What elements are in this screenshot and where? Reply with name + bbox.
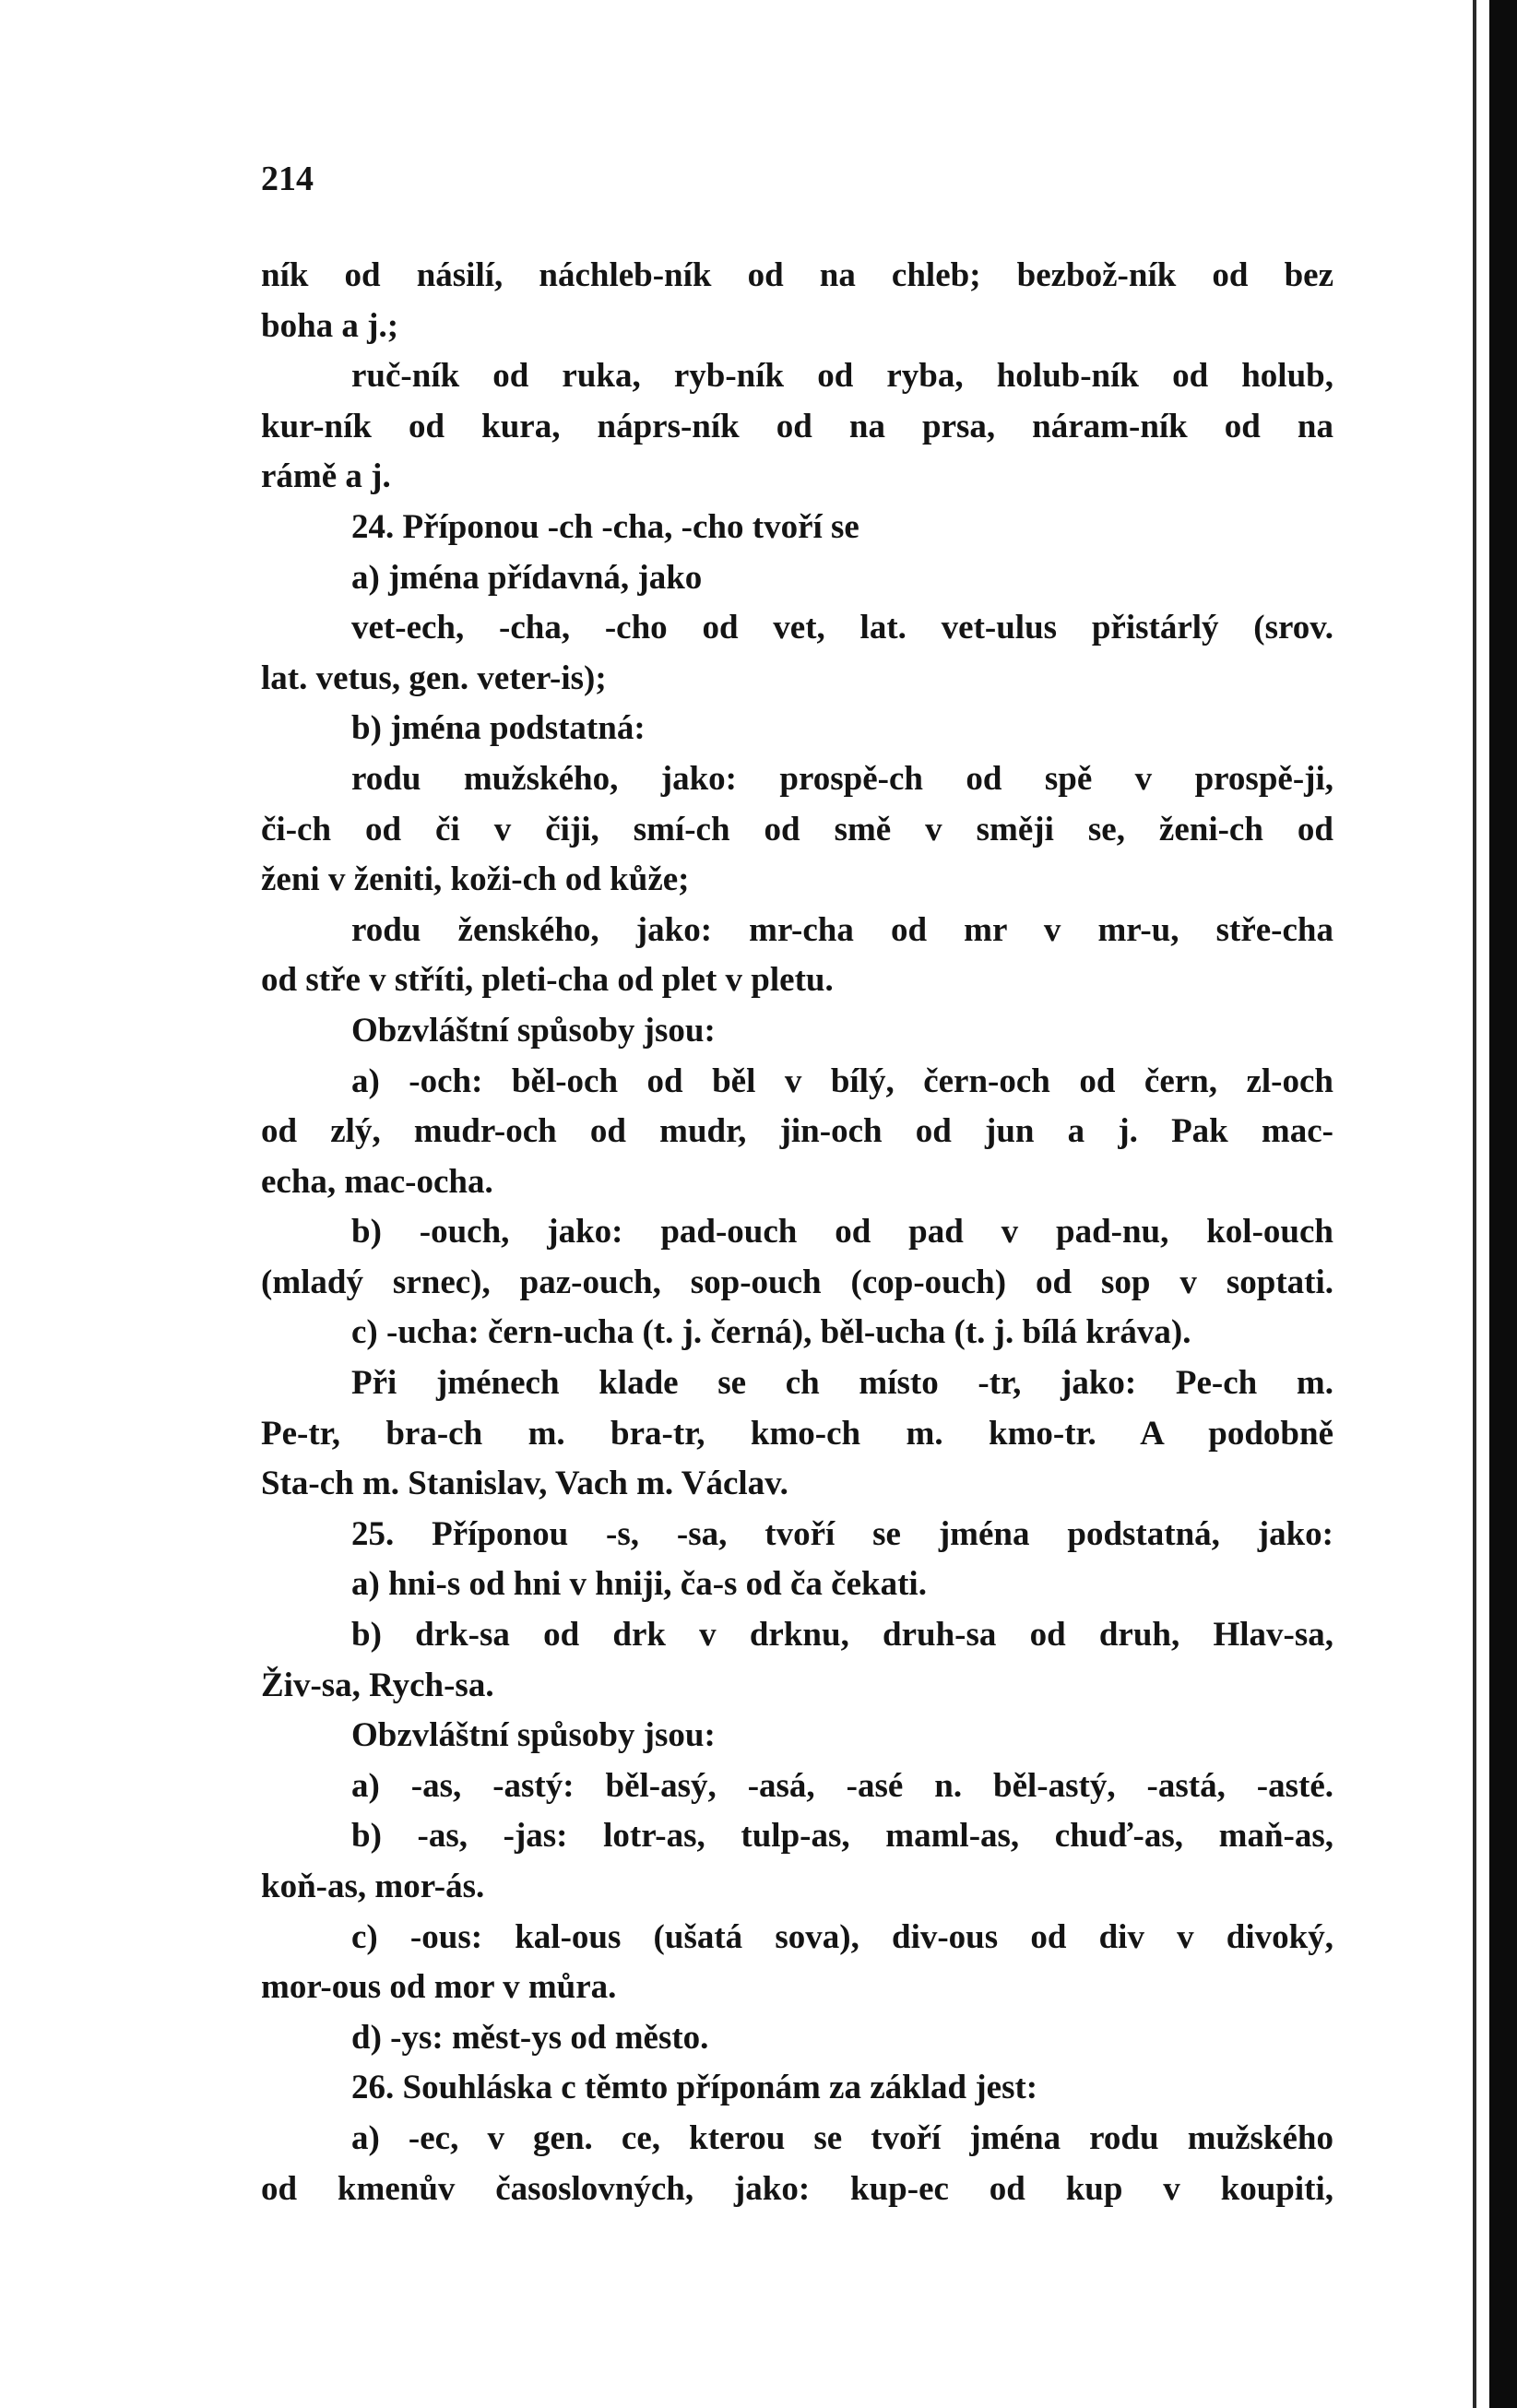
text-line: a) jména přídavná, jako [351, 558, 703, 597]
text-line: echa, mac-ocha. [261, 1162, 493, 1201]
text-line: c) -ous: kal-ous (ušatá sova), div-ous od div v divoký, [351, 1917, 1333, 1956]
text-line: b) -as, -jas: lotr-as, tulp-as, maml-as, chuď-as, maň-as, [351, 1817, 1333, 1856]
text-line: či-ch od či v čiji, smí-ch od smě v směji se, ženi-ch od [261, 810, 1333, 848]
text-line: rodu mužského, jako: prospě-ch od spě v prospě-ji, [351, 759, 1333, 798]
text-line: Živ-sa, Rych-sa. [261, 1666, 494, 1704]
text-line: rámě a j. [261, 457, 391, 496]
text-line: koň-as, mor-ás. [261, 1868, 485, 1905]
text-line: od zlý, mudr-och od mudr, jin-och od jun a j. Pak mac- [261, 1112, 1333, 1151]
text-line: Při jménech klade se ch místo -tr, jako: Pe-ch m. [351, 1364, 1333, 1403]
text-line: lat. vetus, gen. veter-is); [261, 658, 607, 697]
text-line: d) -ys: měst-ys od město. [351, 2018, 709, 2057]
text-line: Obzvláštní spůsoby jsou: [351, 1011, 716, 1050]
body-text [261, 251, 1333, 2214]
text-line: b) drk-sa od drk v drknu, druh-sa od druh, Hlav-sa, [351, 1616, 1333, 1655]
text-line: (mladý srnec), paz-ouch, sop-ouch (cop-ouch) od sop v soptati. [261, 1263, 1333, 1301]
text-line: od kmenův časoslovných, jako: kup-ec od kup v koupiti, [261, 2169, 1333, 2208]
page-edge-line [1473, 0, 1476, 2408]
text-line: b) -ouch, jako: pad-ouch od pad v pad-nu, kol-ouch [351, 1213, 1333, 1251]
text-line: rodu ženského, jako: mr-cha od mr v mr-u, stře-cha [351, 910, 1333, 949]
text-line: Sta-ch m. Stanislav, Vach m. Václav. [261, 1465, 788, 1503]
text-line: ník od násilí, náchleb-ník od na chleb; bezbož-ník od bez [261, 256, 1333, 294]
text-line: kur-ník od kura, náprs-ník od na prsa, náram-ník od na [261, 407, 1333, 445]
text-line: a) -och: běl-och od běl v bílý, čern-och od čern, zl-och [351, 1062, 1333, 1100]
text-line: 26. Souhláska c těmto příponám za základ jest: [351, 2069, 1038, 2107]
text-line: Pe-tr, bra-ch m. bra-tr, kmo-ch m. kmo-tr. A podobně [261, 1414, 1333, 1453]
text-line: a) hni-s od hni v hniji, ča-s od ča čekati. [351, 1565, 927, 1604]
text-line: Obzvláštní spůsoby jsou: [351, 1716, 716, 1755]
text-line: ruč-ník od ruka, ryb-ník od ryba, holub-ník od holub, [351, 357, 1333, 396]
text-line: ženi v ženiti, koži-ch od kůže; [261, 860, 690, 899]
text-line: boha a j.; [261, 306, 399, 345]
text-line: 25. Příponou -s, -sa, tvoří se jména podstatná, jako: [351, 1514, 1333, 1553]
text-line: od stře v stříti, pleti-cha od plet v pletu. [261, 961, 834, 1000]
text-line: b) jména podstatná: [351, 709, 646, 748]
page-number: 214 [261, 160, 314, 198]
text-line: 24. Příponou -ch -cha, -cho tvoří se [351, 507, 859, 546]
text-line: mor-ous od mor v můra. [261, 1968, 617, 2007]
text-line: a) -as, -astý: běl-asý, -asá, -asé n. běl-astý, -astá, -asté. [351, 1766, 1333, 1805]
text-line: a) -ec, v gen. ce, kterou se tvoří jména rodu mužského [351, 2118, 1333, 2157]
scan-border [1489, 0, 1517, 2408]
text-line: vet-ech, -cha, -cho od vet, lat. vet-ulus přistárlý (srov. [351, 609, 1333, 647]
text-line: c) -ucha: čern-ucha (t. j. černá), běl-ucha (t. j. bílá kráva). [351, 1313, 1191, 1352]
